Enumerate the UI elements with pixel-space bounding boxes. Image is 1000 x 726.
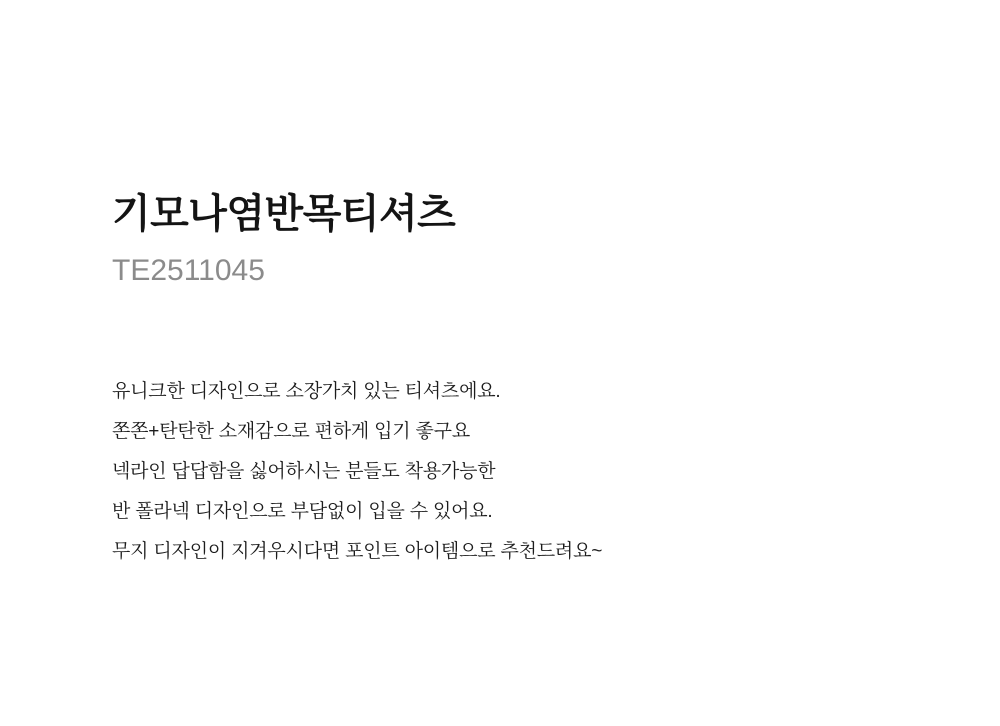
- description-line: 유니크한 디자인으로 소장가치 있는 티셔츠에요.: [112, 381, 501, 402]
- description-line: 쫀쫀+탄탄한 소재감으로 편하게 입기 좋구요: [112, 421, 470, 442]
- description-line: 무지 디자인이 지겨우시다면 포인트 아이템으로 추천드려요~: [112, 541, 603, 562]
- product-info-block: [112, 190, 912, 290]
- page-title: 기모나염반목티셔츠: [112, 192, 456, 236]
- product-description: [112, 372, 932, 572]
- description-line: 반 폴라넥 디자인으로 부담없이 입을 수 있어요.: [112, 501, 493, 522]
- product-code: TE2511045: [112, 254, 265, 287]
- description-line: 넥라인 답답함을 싫어하시는 분들도 착용가능한: [112, 461, 496, 482]
